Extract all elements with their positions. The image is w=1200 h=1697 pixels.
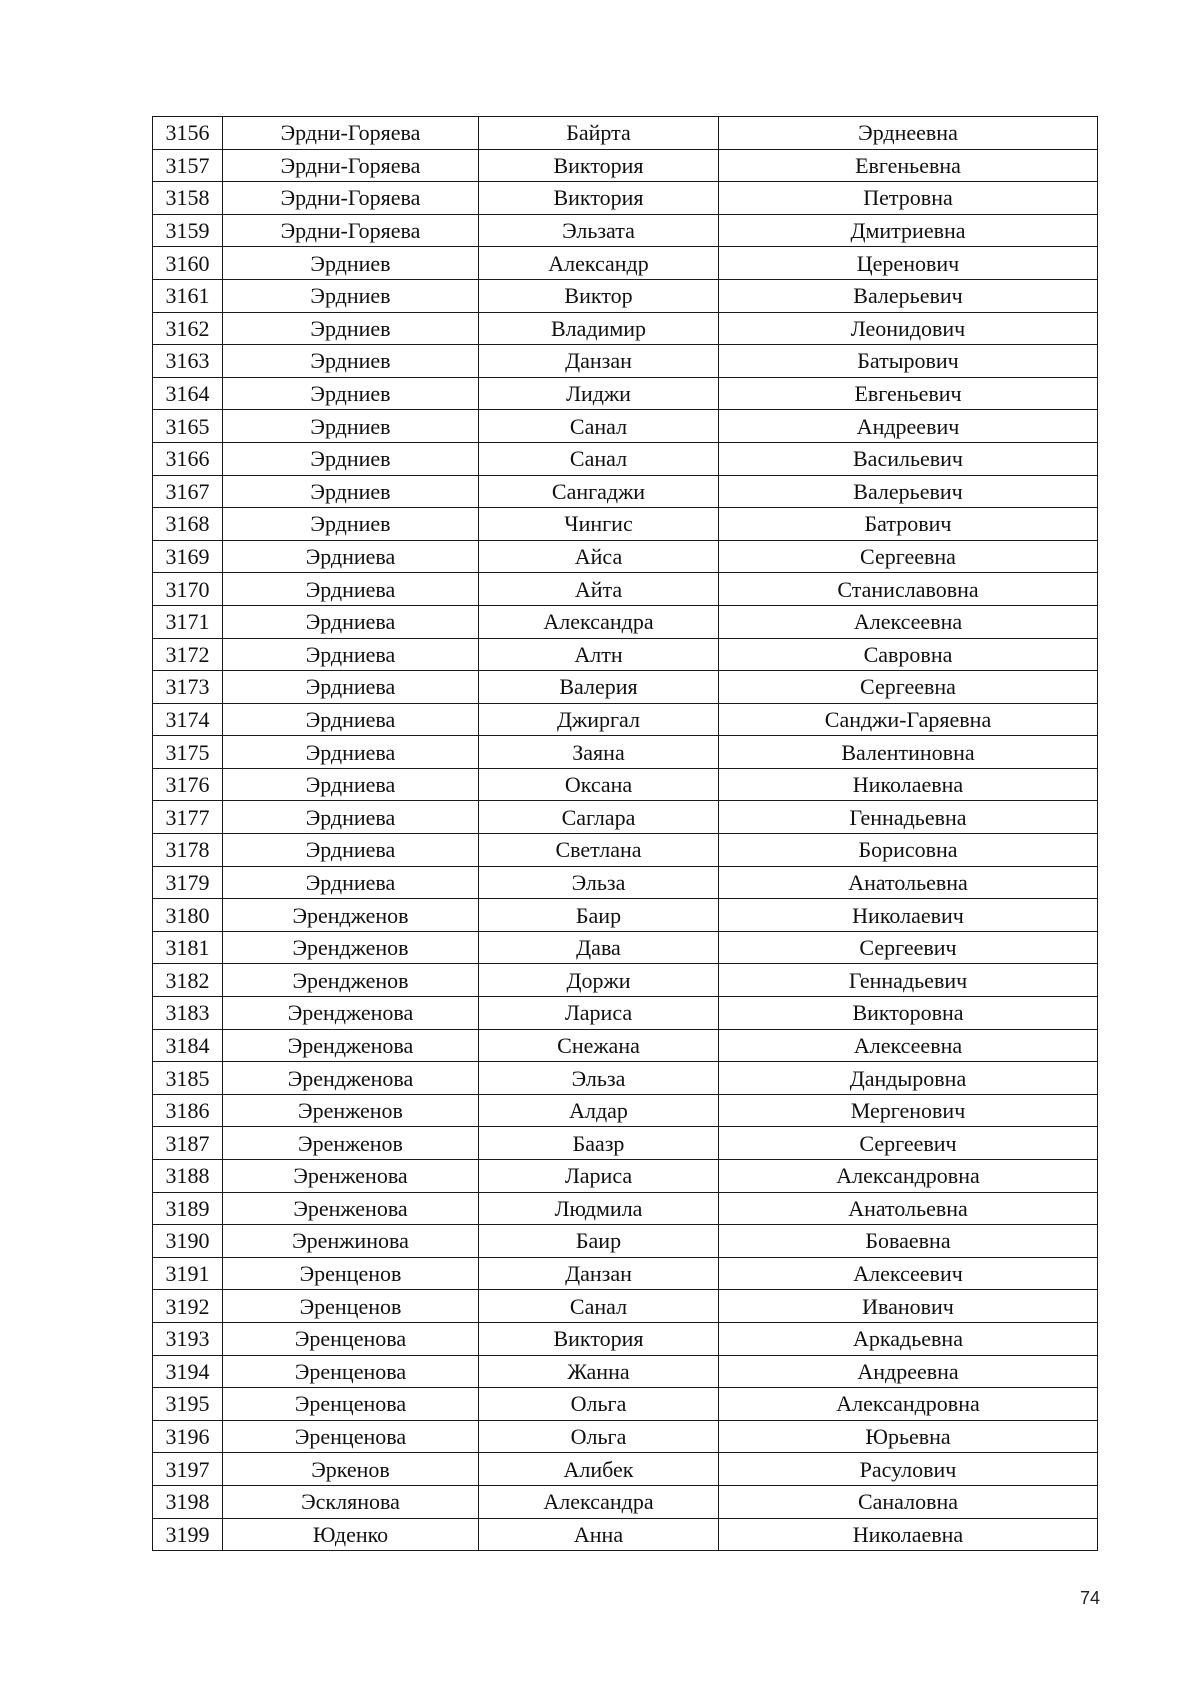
record-number-cell: 3174 bbox=[153, 703, 223, 736]
first-name-cell: Данзан bbox=[479, 345, 719, 378]
first-name-cell: Айса bbox=[479, 540, 719, 573]
first-name-cell: Жанна bbox=[479, 1355, 719, 1388]
record-number-cell: 3197 bbox=[153, 1453, 223, 1486]
first-name-cell: Лиджи bbox=[479, 377, 719, 410]
surname-cell: Эренженов bbox=[223, 1094, 479, 1127]
table-row bbox=[153, 573, 1098, 606]
first-name-cell: Валерия bbox=[479, 671, 719, 704]
patronymic-cell: Андреевич bbox=[719, 410, 1098, 443]
record-number-cell: 3171 bbox=[153, 605, 223, 638]
surname-cell: Эрендженов bbox=[223, 964, 479, 997]
record-number-cell: 3169 bbox=[153, 540, 223, 573]
table-row bbox=[153, 442, 1098, 475]
record-number-cell: 3160 bbox=[153, 247, 223, 280]
first-name-cell: Эльзата bbox=[479, 214, 719, 247]
first-name-cell: Людмила bbox=[479, 1192, 719, 1225]
first-name-cell: Эльза bbox=[479, 1062, 719, 1095]
record-number-cell: 3157 bbox=[153, 149, 223, 182]
surname-cell: Эренженова bbox=[223, 1192, 479, 1225]
first-name-cell: Оксана bbox=[479, 768, 719, 801]
table-row bbox=[153, 1160, 1098, 1193]
record-number-cell: 3165 bbox=[153, 410, 223, 443]
table-row bbox=[153, 1029, 1098, 1062]
patronymic-cell: Церенович bbox=[719, 247, 1098, 280]
record-number-cell: 3179 bbox=[153, 866, 223, 899]
patronymic-cell: Иванович bbox=[719, 1290, 1098, 1323]
table-row bbox=[153, 964, 1098, 997]
record-number-cell: 3162 bbox=[153, 312, 223, 345]
table-row bbox=[153, 1257, 1098, 1290]
surname-cell: Эрдниева bbox=[223, 605, 479, 638]
patronymic-cell: Батрович bbox=[719, 508, 1098, 541]
surname-cell: Эрдниева bbox=[223, 703, 479, 736]
patronymic-cell: Николаевна bbox=[719, 768, 1098, 801]
surname-cell: Эрдниев bbox=[223, 475, 479, 508]
patronymic-cell: Сергеевич bbox=[719, 1127, 1098, 1160]
table-row bbox=[153, 801, 1098, 834]
record-number-cell: 3181 bbox=[153, 931, 223, 964]
patronymic-cell: Анатольевна bbox=[719, 866, 1098, 899]
patronymic-cell: Сергеевич bbox=[719, 931, 1098, 964]
table-row bbox=[153, 1062, 1098, 1095]
patronymic-cell: Юрьевна bbox=[719, 1420, 1098, 1453]
patronymic-cell: Леонидович bbox=[719, 312, 1098, 345]
table-row bbox=[153, 1290, 1098, 1323]
table-row bbox=[153, 1453, 1098, 1486]
record-number-cell: 3195 bbox=[153, 1388, 223, 1421]
surname-cell: Эрдниев bbox=[223, 377, 479, 410]
record-number-cell: 3173 bbox=[153, 671, 223, 704]
patronymic-cell: Алексеевич bbox=[719, 1257, 1098, 1290]
first-name-cell: Виктория bbox=[479, 182, 719, 215]
patronymic-cell: Эрднеевна bbox=[719, 117, 1098, 150]
table-row bbox=[153, 1322, 1098, 1355]
record-number-cell: 3185 bbox=[153, 1062, 223, 1095]
patronymic-cell: Батырович bbox=[719, 345, 1098, 378]
patronymic-cell: Андреевна bbox=[719, 1355, 1098, 1388]
surname-cell: Эрендженов bbox=[223, 931, 479, 964]
patronymic-cell: Валентиновна bbox=[719, 736, 1098, 769]
patronymic-cell: Расулович bbox=[719, 1453, 1098, 1486]
table-row bbox=[153, 703, 1098, 736]
surname-cell: Эренценова bbox=[223, 1420, 479, 1453]
surname-cell: Эрдниева bbox=[223, 834, 479, 867]
surname-cell: Эрдни-Горяева bbox=[223, 182, 479, 215]
record-number-cell: 3190 bbox=[153, 1225, 223, 1258]
record-number-cell: 3164 bbox=[153, 377, 223, 410]
record-number-cell: 3184 bbox=[153, 1029, 223, 1062]
table-row bbox=[153, 605, 1098, 638]
surname-cell: Эрендженова bbox=[223, 1029, 479, 1062]
record-number-cell: 3193 bbox=[153, 1322, 223, 1355]
table-row bbox=[153, 410, 1098, 443]
first-name-cell: Лариса bbox=[479, 997, 719, 1030]
record-number-cell: 3187 bbox=[153, 1127, 223, 1160]
table-row bbox=[153, 475, 1098, 508]
surname-cell: Эрдниева bbox=[223, 573, 479, 606]
first-name-cell: Эльза bbox=[479, 866, 719, 899]
first-name-cell: Сангаджи bbox=[479, 475, 719, 508]
record-number-cell: 3175 bbox=[153, 736, 223, 769]
first-name-cell: Алтн bbox=[479, 638, 719, 671]
first-name-cell: Лариса bbox=[479, 1160, 719, 1193]
table-row bbox=[153, 834, 1098, 867]
surname-cell: Эрдниев bbox=[223, 312, 479, 345]
first-name-cell: Светлана bbox=[479, 834, 719, 867]
patronymic-cell: Боваевна bbox=[719, 1225, 1098, 1258]
first-name-cell: Чингис bbox=[479, 508, 719, 541]
record-number-cell: 3199 bbox=[153, 1518, 223, 1551]
table-row bbox=[153, 1420, 1098, 1453]
first-name-cell: Байрта bbox=[479, 117, 719, 150]
record-number-cell: 3156 bbox=[153, 117, 223, 150]
record-number-cell: 3192 bbox=[153, 1290, 223, 1323]
table-row bbox=[153, 1388, 1098, 1421]
first-name-cell: Виктория bbox=[479, 149, 719, 182]
first-name-cell: Заяна bbox=[479, 736, 719, 769]
table-row bbox=[153, 931, 1098, 964]
table-row bbox=[153, 1192, 1098, 1225]
surname-cell: Эрендженов bbox=[223, 899, 479, 932]
surname-cell: Эренценов bbox=[223, 1257, 479, 1290]
table-row bbox=[153, 1127, 1098, 1160]
first-name-cell: Баир bbox=[479, 1225, 719, 1258]
patronymic-cell: Александровна bbox=[719, 1160, 1098, 1193]
first-name-cell: Алибек bbox=[479, 1453, 719, 1486]
surname-cell: Эренценова bbox=[223, 1355, 479, 1388]
first-name-cell: Саглара bbox=[479, 801, 719, 834]
patronymic-cell: Геннадьевич bbox=[719, 964, 1098, 997]
registry-table-body bbox=[153, 117, 1098, 1551]
surname-cell: Эрдниева bbox=[223, 866, 479, 899]
surname-cell: Эрдниев bbox=[223, 442, 479, 475]
surname-cell: Эрдниев bbox=[223, 508, 479, 541]
patronymic-cell: Дандыровна bbox=[719, 1062, 1098, 1095]
surname-cell: Эренценова bbox=[223, 1322, 479, 1355]
table-row bbox=[153, 866, 1098, 899]
record-number-cell: 3194 bbox=[153, 1355, 223, 1388]
surname-cell: Эрдниева bbox=[223, 638, 479, 671]
table-row bbox=[153, 768, 1098, 801]
record-number-cell: 3170 bbox=[153, 573, 223, 606]
record-number-cell: 3186 bbox=[153, 1094, 223, 1127]
table-row bbox=[153, 638, 1098, 671]
first-name-cell: Доржи bbox=[479, 964, 719, 997]
first-name-cell: Баазр bbox=[479, 1127, 719, 1160]
first-name-cell: Данзан bbox=[479, 1257, 719, 1290]
table-row bbox=[153, 1094, 1098, 1127]
table-row bbox=[153, 182, 1098, 215]
patronymic-cell: Сергеевна bbox=[719, 540, 1098, 573]
surname-cell: Эрдниев bbox=[223, 247, 479, 280]
patronymic-cell: Александровна bbox=[719, 1388, 1098, 1421]
surname-cell: Эрдни-Горяева bbox=[223, 117, 479, 150]
table-row bbox=[153, 899, 1098, 932]
record-number-cell: 3172 bbox=[153, 638, 223, 671]
patronymic-cell: Геннадьевна bbox=[719, 801, 1098, 834]
surname-cell: Эсклянова bbox=[223, 1485, 479, 1518]
first-name-cell: Алдар bbox=[479, 1094, 719, 1127]
first-name-cell: Виктория bbox=[479, 1322, 719, 1355]
record-number-cell: 3188 bbox=[153, 1160, 223, 1193]
record-number-cell: 3180 bbox=[153, 899, 223, 932]
patronymic-cell: Петровна bbox=[719, 182, 1098, 215]
patronymic-cell: Васильевич bbox=[719, 442, 1098, 475]
record-number-cell: 3167 bbox=[153, 475, 223, 508]
table-row bbox=[153, 508, 1098, 541]
patronymic-cell: Станиславовна bbox=[719, 573, 1098, 606]
table-row bbox=[153, 1225, 1098, 1258]
page-number: 74 bbox=[1080, 1588, 1101, 1608]
patronymic-cell: Викторовна bbox=[719, 997, 1098, 1030]
record-number-cell: 3178 bbox=[153, 834, 223, 867]
patronymic-cell: Борисовна bbox=[719, 834, 1098, 867]
table-row bbox=[153, 1355, 1098, 1388]
first-name-cell: Анна bbox=[479, 1518, 719, 1551]
patronymic-cell: Сергеевна bbox=[719, 671, 1098, 704]
surname-cell: Эрдниева bbox=[223, 671, 479, 704]
patronymic-cell: Санджи-Гаряевна bbox=[719, 703, 1098, 736]
patronymic-cell: Аркадьевна bbox=[719, 1322, 1098, 1355]
first-name-cell: Александра bbox=[479, 1485, 719, 1518]
table-row bbox=[153, 312, 1098, 345]
first-name-cell: Владимир bbox=[479, 312, 719, 345]
patronymic-cell: Валерьевич bbox=[719, 475, 1098, 508]
first-name-cell: Баир bbox=[479, 899, 719, 932]
table-row bbox=[153, 736, 1098, 769]
patronymic-cell: Дмитриевна bbox=[719, 214, 1098, 247]
table-row bbox=[153, 345, 1098, 378]
surname-cell: Эрдниева bbox=[223, 801, 479, 834]
surname-cell: Эренценова bbox=[223, 1388, 479, 1421]
first-name-cell: Александр bbox=[479, 247, 719, 280]
table-row bbox=[153, 279, 1098, 312]
record-number-cell: 3161 bbox=[153, 279, 223, 312]
surname-cell: Эрендженова bbox=[223, 997, 479, 1030]
surname-cell: Эрдниева bbox=[223, 540, 479, 573]
record-number-cell: 3159 bbox=[153, 214, 223, 247]
table-row bbox=[153, 540, 1098, 573]
first-name-cell: Виктор bbox=[479, 279, 719, 312]
first-name-cell: Джиргал bbox=[479, 703, 719, 736]
surname-cell: Эрдни-Горяева bbox=[223, 214, 479, 247]
surname-cell: Эренженов bbox=[223, 1127, 479, 1160]
surname-cell: Эрдни-Горяева bbox=[223, 149, 479, 182]
record-number-cell: 3168 bbox=[153, 508, 223, 541]
record-number-cell: 3176 bbox=[153, 768, 223, 801]
record-number-cell: 3191 bbox=[153, 1257, 223, 1290]
table-row bbox=[153, 149, 1098, 182]
patronymic-cell: Валерьевич bbox=[719, 279, 1098, 312]
record-number-cell: 3166 bbox=[153, 442, 223, 475]
table-row bbox=[153, 671, 1098, 704]
patronymic-cell: Николаевна bbox=[719, 1518, 1098, 1551]
surname-cell: Эркенов bbox=[223, 1453, 479, 1486]
surname-cell: Эренжинова bbox=[223, 1225, 479, 1258]
first-name-cell: Санал bbox=[479, 442, 719, 475]
record-number-cell: 3198 bbox=[153, 1485, 223, 1518]
table-row bbox=[153, 997, 1098, 1030]
surname-cell: Эрдниев bbox=[223, 410, 479, 443]
patronymic-cell: Анатольевна bbox=[719, 1192, 1098, 1225]
record-number-cell: 3196 bbox=[153, 1420, 223, 1453]
surname-cell: Эрдниева bbox=[223, 736, 479, 769]
surname-cell: Эренженова bbox=[223, 1160, 479, 1193]
first-name-cell: Александра bbox=[479, 605, 719, 638]
table-row bbox=[153, 1518, 1098, 1551]
first-name-cell: Ольга bbox=[479, 1420, 719, 1453]
record-number-cell: 3177 bbox=[153, 801, 223, 834]
patronymic-cell: Алексеевна bbox=[719, 1029, 1098, 1062]
surname-cell: Эрдниева bbox=[223, 768, 479, 801]
patronymic-cell: Алексеевна bbox=[719, 605, 1098, 638]
first-name-cell: Дава bbox=[479, 931, 719, 964]
first-name-cell: Снежана bbox=[479, 1029, 719, 1062]
patronymic-cell: Саналовна bbox=[719, 1485, 1098, 1518]
table-row bbox=[153, 1485, 1098, 1518]
record-number-cell: 3163 bbox=[153, 345, 223, 378]
patronymic-cell: Мергенович bbox=[719, 1094, 1098, 1127]
record-number-cell: 3182 bbox=[153, 964, 223, 997]
patronymic-cell: Евгеньевич bbox=[719, 377, 1098, 410]
patronymic-cell: Евгеньевна bbox=[719, 149, 1098, 182]
first-name-cell: Санал bbox=[479, 410, 719, 443]
record-number-cell: 3189 bbox=[153, 1192, 223, 1225]
surname-cell: Эренценов bbox=[223, 1290, 479, 1323]
table-row bbox=[153, 117, 1098, 150]
record-number-cell: 3183 bbox=[153, 997, 223, 1030]
record-number-cell: 3158 bbox=[153, 182, 223, 215]
surname-cell: Эрдниев bbox=[223, 345, 479, 378]
first-name-cell: Айта bbox=[479, 573, 719, 606]
first-name-cell: Санал bbox=[479, 1290, 719, 1323]
surname-cell: Юденко bbox=[223, 1518, 479, 1551]
table-row bbox=[153, 247, 1098, 280]
first-name-cell: Ольга bbox=[479, 1388, 719, 1421]
table-row bbox=[153, 377, 1098, 410]
table-row bbox=[153, 214, 1098, 247]
patronymic-cell: Савровна bbox=[719, 638, 1098, 671]
surname-cell: Эрдниев bbox=[223, 279, 479, 312]
patronymic-cell: Николаевич bbox=[719, 899, 1098, 932]
registry-table bbox=[152, 116, 1098, 1551]
surname-cell: Эрендженова bbox=[223, 1062, 479, 1095]
